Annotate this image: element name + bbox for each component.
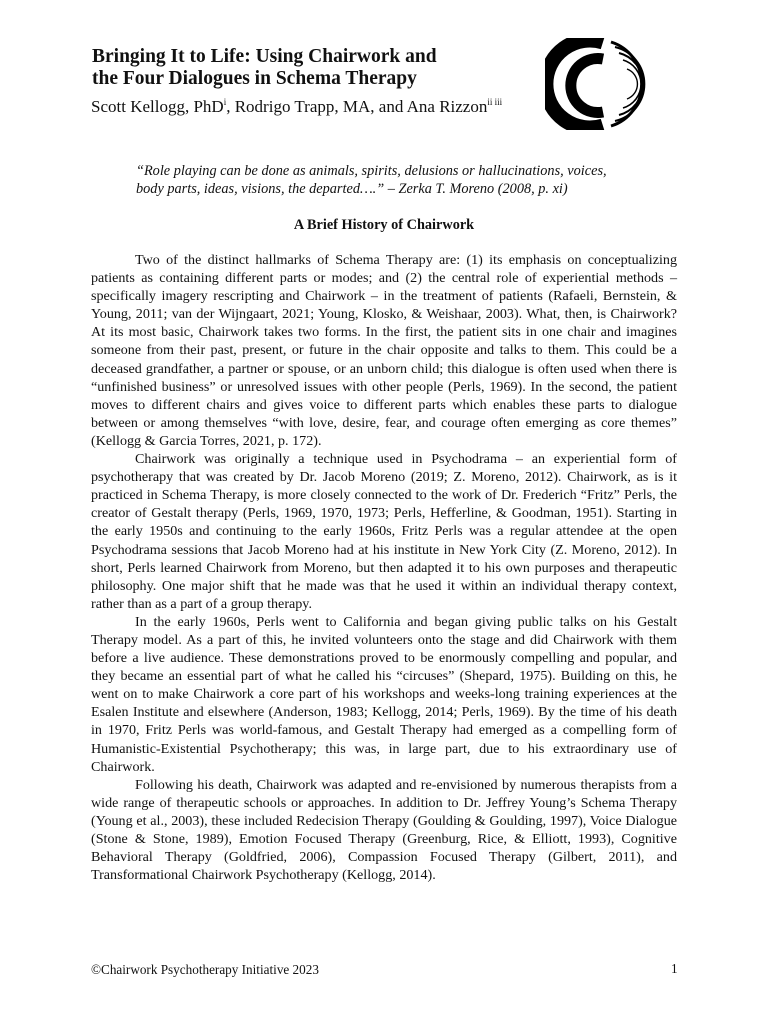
author-footnote-1: i: [223, 97, 227, 107]
section-heading: A Brief History of Chairwork: [293, 217, 475, 233]
body-paragraph: In the early 1960s, Perls went to California and began giving public talks on his Gestalt Therapy model. As a part of this, he invited volunteers onto the stage and did Chairwork with them before a live audience. These demonstrations proved to be enormously compelling and popular, and they became an essential part of what he called his “circuses” (Shepard, 1975). Building on this, he went on to make Chairwork a core part of his workshops and weeks-long training experiences at the Esalen Institute and elsewhere (Anderson, 1983; Kellogg, 2014; Perls, 1969). By the time of his death in 1970, Fritz Perls was world-famous, and Gestalt Therapy had emerged as a compelling form of Humanistic-Existential Psychotherapy; this was, in large part, due to his extraordinary use of Chairwork.: [91, 613, 677, 775]
body-paragraph: Chairwork was originally a technique used in Psychodrama – an experiential form of psychotherapy that was created by Dr. Jacob Moreno (2019; Z. Moreno, 2012). Chairwork, as is it practiced in Schema Therapy, is more closely connected to the work of Dr. Frederich “Fritz” Perls, the creator of Gestalt therapy (Perls, 1969, 1970, 1973; Perls, Hefferline, & Goodman, 1951). Starting in the early 1950s and continuing to the early 1960s, Fritz Perls was a regular attendee at the open Psychodrama sessions that Jacob Moreno had at his institute in New York City (Z. Moreno, 2012). In short, Perls learned Chairwork from Moreno, but then adapted it to his own purposes and therapeutic philosophy. One major shift that he made was that he used it within an individual therapy context, rather than as a part of a group therapy.: [91, 451, 677, 612]
epigraph-line-1: “Role playing can be done as animals, spirits, delusions or hallucinations, voices,: [136, 163, 607, 179]
author-footnote-2: ii iii: [487, 97, 503, 107]
page-number: 1: [671, 961, 678, 976]
author-name-2: , Rodrigo Trapp, MA, and Ana Rizzon: [226, 97, 488, 116]
body-paragraph: Following his death, Chairwork was adapted and re-envisioned by numerous therapists from a wide range of therapeutic schools or approaches. In addition to Dr. Jeffrey Young’s Schema Therapy (Young et al., 2003), these included Redecision Therapy (Goulding & Goulding, 1997), Voice Dialogue (Stone & Stone, 1989), Emotion Focused Therapy (Greenburg, Rice, & Elliott, 1993), Cognitive Behavioral Therapy (Goldfried, 2006), Compassion Focused Therapy (Gilbert, 2011), and Transformational Chairwork Psychotherapy (Kellogg, 2014).: [91, 776, 677, 884]
title-line-2: the Four Dialogues in Schema Therapy: [92, 68, 417, 89]
epigraph-quote: [136, 162, 656, 198]
body-paragraph: Two of the distinct hallmarks of Schema Therapy are: (1) its emphasis on conceptualizing patients as containing different parts or modes; and (2) the central role of experiential methods – specifically imagery rescripting and Chairwork – in the treatment of patients (Rafaeli, Bernstein, & Young, 2011; van der Wijngaart, 2021; Young, Klosko, & Weishaar, 2003). What, then, is Chairwork? At its most basic, Chairwork takes two forms. In the first, the patient sits in one chair and imagines someone from their past, present, or future in the chair opposite and talks to them. This could be a deceased grandfather, a partner or spouse, or an unborn child; this dialogue is often used when there is “unfinished business” or unresolved issues with other people (Perls, 1969). In the second, the patient moves to different chairs and gives voice to different parts which enables these parts to dialogue between or among themselves “with love, desire, fear, and courage often emerging as core themes” (Kellogg & Garcia Torres, 2021, p. 172).: [91, 252, 677, 449]
title-line-1: Bringing It to Life: Using Chairwork and: [92, 46, 437, 67]
document-title: [92, 46, 532, 90]
author-name-1: Scott Kellogg, PhD: [91, 97, 224, 116]
author-line: [91, 92, 541, 117]
footer-copyright: ©Chairwork Psychotherapy Initiative 2023: [91, 962, 319, 977]
logo-arcs: [546, 40, 644, 128]
chairwork-logo-icon: [545, 38, 649, 130]
body-text: [91, 251, 677, 884]
epigraph-line-2: body parts, ideas, visions, the departed….” – Zerka T. Moreno (2008, p. xi): [136, 181, 568, 197]
